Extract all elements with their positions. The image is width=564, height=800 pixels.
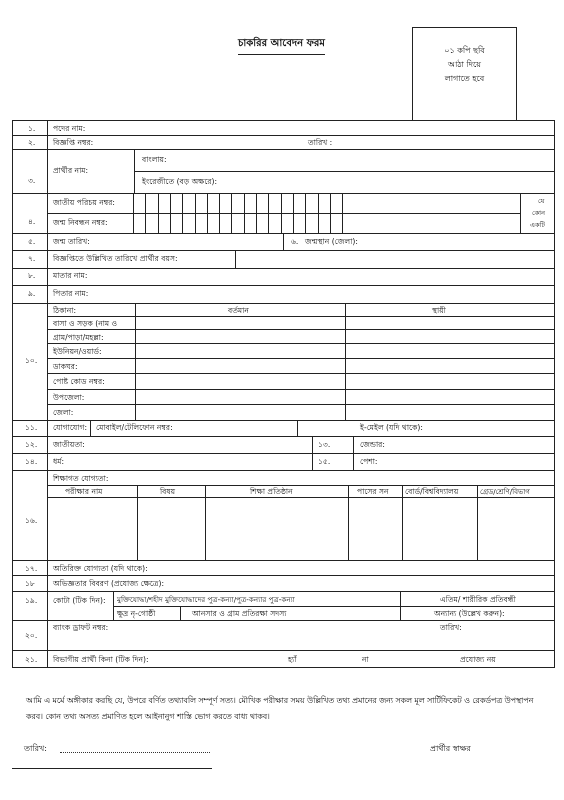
any-one-note-2: কোন <box>532 209 545 217</box>
quota-freedom-fighter[interactable]: মুক্তিযোদ্ধা/শহীদ মুক্তিযোদ্ধাদের পুত্র-কন্যা/পুত্র-কন্যার পুত্র-কন্যা <box>117 595 295 604</box>
address-line-post-code: পোষ্ট কোড নম্বর: <box>53 377 105 386</box>
experience-field[interactable] <box>200 577 550 589</box>
occupation-label: পেশা: <box>360 457 378 466</box>
edu-header-subject: বিষয় <box>160 487 176 496</box>
quota-orphan-disabled[interactable]: এতিম/ শারীরিক প্রতিবন্ধী <box>440 595 516 604</box>
email-field[interactable] <box>440 422 550 434</box>
any-one-note-3: একটি <box>530 221 545 229</box>
circular-date-label: তারিখ : <box>308 138 333 147</box>
mother-name-field[interactable] <box>100 270 550 283</box>
occupation-field[interactable] <box>390 455 550 468</box>
digit-box-divider <box>330 193 331 233</box>
address-line-upazila: উপজেলা: <box>53 393 85 402</box>
edu-header-institution: শিক্ষা প্রতিষ্ঠান <box>250 487 293 496</box>
footer-date-label: তারিখ: <box>24 744 47 753</box>
birthplace-label: জন্মস্থান (জেলা): <box>305 237 358 246</box>
row-17-number: ১৭. <box>25 564 38 573</box>
religion-label: ধর্ম: <box>53 457 65 466</box>
footer-separator <box>12 768 212 769</box>
contact-label: যোগাযোগ: <box>53 423 87 432</box>
row-8-number: ৮. <box>28 271 36 280</box>
father-name-field[interactable] <box>100 287 550 301</box>
declaration-text: আমি এ মর্মে অঙ্গীকার করছি যে, উপরে বর্ণিত তথ্যাবলি সম্পূর্ণ সত্য। মৌখিক পরীক্ষার সময় উল্লিখিত তথ্য প্রমানের জন্য সকল মূল সার্টিফিকেট ও রেকর্ডপত্র উপস্থাপন করব। কোন তথ্য অসত্য প্রমাণিত হলে আইনানুগ শাস্তি ভোগ করতে বাধ্য থাকব। <box>26 696 534 721</box>
digit-box-divider <box>145 193 146 233</box>
address-line-district: জেলা: <box>53 408 74 417</box>
birth-reg-label: জন্ম নিবন্ধন নম্বর: <box>53 218 108 227</box>
address-line-union: ইউনিয়ন/ওয়ার্ড: <box>53 347 102 356</box>
gender-label: জেন্ডার: <box>360 440 385 449</box>
circular-date-field[interactable] <box>345 137 545 148</box>
birth-date-label: জন্ম তারিখ: <box>53 237 90 246</box>
row-19-number: ১৯. <box>25 596 38 605</box>
digit-box-divider <box>219 193 220 233</box>
quota-ethnic-minority[interactable]: ক্ষুদ্র নৃ-গোষ্ঠী <box>117 609 156 618</box>
permanent-address-fields[interactable] <box>347 318 553 418</box>
row-12-number: ১২. <box>25 440 38 449</box>
edu-header-board: বোর্ড/বিশ্ববিদ্যালয় <box>405 487 459 496</box>
birth-date-field[interactable] <box>100 235 280 248</box>
departmental-not-applicable-option[interactable]: প্রযোজ্য নয় <box>460 655 496 664</box>
experience-label: অভিজ্ঞতার বিবরণ (প্রযোজ্য ক্ষেত্রে): <box>53 579 165 588</box>
row-18-number: ১৮ <box>25 579 35 588</box>
number-column-divider <box>47 120 48 668</box>
birthplace-field[interactable] <box>375 235 550 248</box>
digit-box-divider <box>244 193 245 233</box>
footer-date-line[interactable] <box>60 752 210 753</box>
mobile-label: মোবাইল/টেলিফোন নম্বর: <box>96 423 173 432</box>
circular-number-field[interactable] <box>120 137 300 148</box>
departmental-yes-option[interactable]: হ্যাঁ <box>288 655 297 664</box>
row-16-number: ১৬. <box>25 516 38 525</box>
row-15-number: ১৫. <box>318 457 331 466</box>
permanent-address-header: স্থায়ী <box>432 306 446 315</box>
edu-header-exam: পরীক্ষার নাম <box>65 487 103 496</box>
photo-line-2: আঠা দিয়ে <box>448 60 481 69</box>
circular-number-label: বিজ্ঞপ্তি নম্বর: <box>53 138 94 147</box>
photo-line-1: ০১ কপি ছবি <box>444 46 485 55</box>
bank-draft-field[interactable] <box>130 622 430 634</box>
education-entries-area[interactable] <box>48 498 554 559</box>
mobile-field[interactable] <box>200 422 294 434</box>
digit-box-divider <box>158 193 159 233</box>
row-10-number: ১০. <box>25 356 38 365</box>
row-20-number: ২০. <box>25 631 38 640</box>
digit-box-divider <box>281 193 282 233</box>
digit-box-divider <box>256 193 257 233</box>
name-bangla-label: বাংলায়: <box>142 155 167 164</box>
digit-box-divider <box>268 193 269 233</box>
address-line-house: বাসা ও সড়ক (নাম ও <box>53 319 118 328</box>
row-5-number: ৫. <box>28 237 36 246</box>
education-label: শিক্ষাগত যোগ্যতা: <box>53 474 109 483</box>
digit-box-divider <box>305 193 306 233</box>
row-7-number: ৭. <box>28 254 36 263</box>
email-label: ই-মেইল (যদি থাকে): <box>360 423 423 432</box>
present-address-header: বর্তমান <box>228 306 249 315</box>
row-2-number: ২. <box>28 138 36 147</box>
extra-qualification-label: অতিরিক্ত যোগ্যতা (যদি থাকে): <box>53 564 148 573</box>
quota-other[interactable]: অন্যান্য (উল্লেখ করুন): <box>434 609 505 618</box>
name-english-label: ইংরেজীতে (বড় অক্ষরে): <box>142 177 218 186</box>
father-name-label: পিতার নাম: <box>53 289 89 298</box>
name-bangla-field[interactable] <box>185 153 550 168</box>
edu-header-year: পাসের সন <box>357 487 389 496</box>
digit-box-divider <box>231 193 232 233</box>
row-3-number: ৩. <box>28 176 36 185</box>
age-field[interactable] <box>240 252 550 266</box>
applicant-signature-label: প্রার্থীর স্বাক্ষর <box>430 744 471 753</box>
bank-draft-date-label: তারিখ: <box>440 623 462 632</box>
present-address-fields[interactable] <box>137 318 343 418</box>
nid-label: জাতীয় পরিচয় নম্বর: <box>53 198 115 207</box>
bank-draft-label: ব্যাংক ড্রাফট নম্বর: <box>53 623 109 632</box>
row-11-number: ১১. <box>25 423 38 432</box>
address-label: ঠিকানা: <box>53 306 77 315</box>
row-13-number: ১৩. <box>318 440 331 449</box>
nationality-label: জাতীয়তা: <box>53 440 85 449</box>
religion-field[interactable] <box>80 455 307 468</box>
departmental-candidate-label: বিভাগীয় প্রার্থী কিনা (টিক দিন): <box>53 655 149 664</box>
row-21-number: ২১. <box>25 655 38 664</box>
gender-field[interactable] <box>395 438 550 451</box>
address-line-village: গ্রাম/পাড়া/মহল্লা: <box>53 333 104 342</box>
form-title: চাকরির আবেদন ফরম <box>238 36 325 55</box>
quota-ansar-vdp[interactable]: আনসার ও গ্রাম প্রতিরক্ষা সদস্য <box>192 609 287 618</box>
age-label: বিজ্ঞপ্তিতে উল্লিখিত তারিখে প্রার্থীর বয়স: <box>53 254 178 263</box>
digit-box-divider <box>182 193 183 233</box>
digit-box-divider <box>170 193 171 233</box>
digit-box-divider <box>207 193 208 233</box>
address-line-post-office: ডাকঘর: <box>53 362 78 371</box>
photo-line-3: লাগাতে হবে <box>444 74 485 83</box>
row-14-number: ১৪. <box>25 457 38 466</box>
mother-name-label: মাতার নাম: <box>53 271 88 280</box>
departmental-no-option[interactable]: না <box>362 655 369 664</box>
name-english-field[interactable] <box>270 175 550 190</box>
nationality-field[interactable] <box>95 438 307 451</box>
row-1-number: ১. <box>28 124 36 133</box>
row-4-number: ৪. <box>28 217 36 226</box>
post-name-label: পদের নাম: <box>53 124 86 133</box>
digit-box-divider <box>133 193 134 233</box>
bank-draft-date-field[interactable] <box>470 622 550 634</box>
digit-box-divider <box>195 193 196 233</box>
post-name-field[interactable] <box>100 123 550 134</box>
digit-box-divider <box>342 193 343 233</box>
digit-box-divider <box>293 193 294 233</box>
quota-label: কোটা (টিক দিন): <box>53 596 106 605</box>
photo-box[interactable] <box>412 27 517 121</box>
row-9-number: ৯. <box>28 289 36 298</box>
extra-qualification-field[interactable] <box>180 562 550 574</box>
row-6-number: ৬. <box>291 237 299 246</box>
edu-header-grade: গ্রেড/শ্রেণি/বিভাগ <box>480 488 530 496</box>
applicant-name-label: প্রার্থীর নাম: <box>53 166 89 175</box>
any-one-note-1: যে <box>538 197 545 205</box>
digit-box-divider <box>318 193 319 233</box>
